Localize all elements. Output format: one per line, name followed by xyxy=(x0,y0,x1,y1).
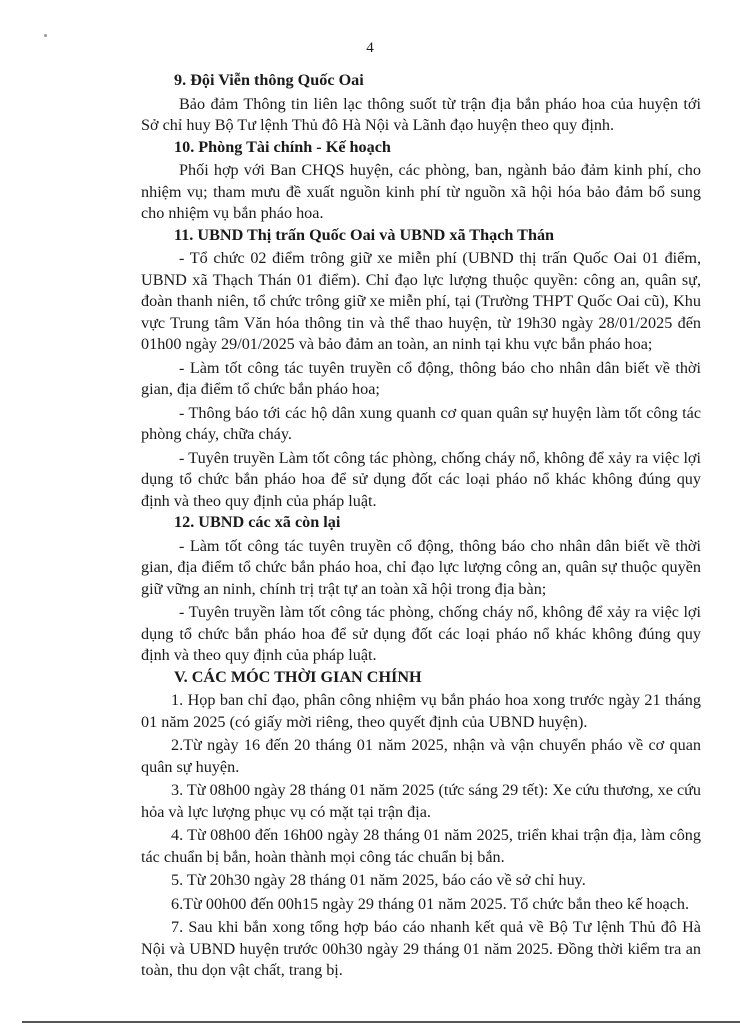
body-paragraph: - Tuyên truyền Làm tốt công tác phòng, chống cháy nổ, không để xảy ra việc lợi dụng tổ chức bắn pháo hoa để sử dụng đốt các loại pháo nổ khác không đúng quy định và theo quy định của pháp luật. xyxy=(141,448,701,510)
section-heading: 9. Đội Viễn thông Quốc Oai xyxy=(174,71,364,89)
page-number: 4 xyxy=(366,40,374,56)
timeline-item: 4. Từ 08h00 đến 16h00 ngày 28 tháng 01 năm 2025, triển khai trận địa, làm công tác chuẩn bị bắn, hoàn thành mọi công tác chuẩn bị bắn. xyxy=(141,826,701,866)
timeline-item: 2.Từ ngày 16 đến 20 tháng 01 năm 2025, nhận và vận chuyển pháo về cơ quan quân sự huyện. xyxy=(141,736,701,776)
timeline-item: 7. Sau khi bắn xong tổng hợp báo cáo nhanh kết quả về Bộ Tư lệnh Thủ đô Hà Nội và UBND huyện trước 00h30 ngày 29 tháng 01 năm 2025. Đồng thời kiểm tra an toàn, thu dọn vật chất, trang bị. xyxy=(141,918,701,979)
body-paragraph: Bảo đảm Thông tin liên lạc thông suốt từ trận địa bắn pháo hoa của huyện tới Sở chỉ huy Bộ Tư lệnh Thủ đô Hà Nội và Lãnh đạo huyện theo quy định. xyxy=(141,94,701,134)
page-bottom-edge xyxy=(22,1021,740,1023)
document-body xyxy=(141,70,701,982)
section-heading: 12. UBND các xã còn lại xyxy=(174,513,341,531)
timeline-item: 6.Từ 00h00 đến 00h15 ngày 29 tháng 01 năm 2025. Tổ chức bắn theo kế hoạch. xyxy=(171,894,690,913)
body-paragraph: - Làm tốt công tác tuyên truyền cổ động, thông báo cho nhân dân biết về thời gian, địa điểm tổ chức bắn pháo hoa; xyxy=(141,358,701,398)
timeline-item: 5. Từ 20h30 ngày 28 tháng 01 năm 2025, báo cáo về sở chỉ huy. xyxy=(171,871,586,889)
body-paragraph: - Làm tốt công tác tuyên truyền cổ động, thông báo cho nhân dân biết về thời gian, địa điểm tổ chức bắn pháo hoa, chỉ đạo lực lượng công an, quân sự thuộc quyền giữ vững an ninh, chính trị trật tự an toàn xã hội trong địa bàn; xyxy=(141,536,701,598)
body-paragraph: - Tổ chức 02 điểm trông giữ xe miễn phí (UBND thị trấn Quốc Oai 01 điểm, UBND xã Thạch Thán 01 điểm). Chỉ đạo lực lượng thuộc quyền: công an, quân sự, đoàn thanh niên, tổ chức trông giữ xe miễn phí, tại (Trường THPT Quốc Oai cũ), Khu vực Trung tâm Văn hóa thông tin và thể thao huyện, từ 19h30 ngày 28/01/2025 đến 01h00 ngày 29/01/2025 và bảo đảm an toàn, an ninh tại khu vực bắn pháo hoa; xyxy=(141,249,701,353)
scan-artifact xyxy=(44,34,47,37)
section-heading: V. CÁC MÓC THỜI GIAN CHÍNH xyxy=(174,667,422,686)
body-paragraph: Phối hợp với Ban CHQS huyện, các phòng, ban, ngành bảo đảm kinh phí, cho nhiệm vụ; tham mưu đề xuất nguồn kinh phí từ nguồn xã hội hóa bảo đảm bổ sung cho nhiệm vụ bắn pháo hoa. xyxy=(141,161,701,222)
section-heading: 11. UBND Thị trấn Quốc Oai và UBND xã Thạch Thán xyxy=(174,225,555,244)
section-heading: 10. Phòng Tài chính - Kế hoạch xyxy=(174,137,391,156)
timeline-item: 1. Họp ban chỉ đạo, phân công nhiệm vụ bắn pháo hoa xong trước ngày 21 tháng 01 năm 2025 (có giấy mời riêng, theo quyết định của UBND huyện). xyxy=(141,691,701,731)
timeline-item: 3. Từ 08h00 ngày 28 tháng 01 năm 2025 (tức sáng 29 tết): Xe cứu thương, xe cứu hỏa và lực lượng phục vụ có mặt tại trận địa. xyxy=(141,781,702,821)
body-paragraph: - Tuyên truyền làm tốt công tác phòng, chống cháy nổ, không để xảy ra việc lợi dụng tổ chức bắn pháo hoa để sử dụng đốt các loại pháo nổ khác không đúng quy định và theo quy định của pháp luật. xyxy=(141,603,701,664)
body-paragraph: - Thông báo tới các hộ dân xung quanh cơ quan quân sự huyện làm tốt công tác phòng cháy, chữa cháy. xyxy=(141,403,701,443)
